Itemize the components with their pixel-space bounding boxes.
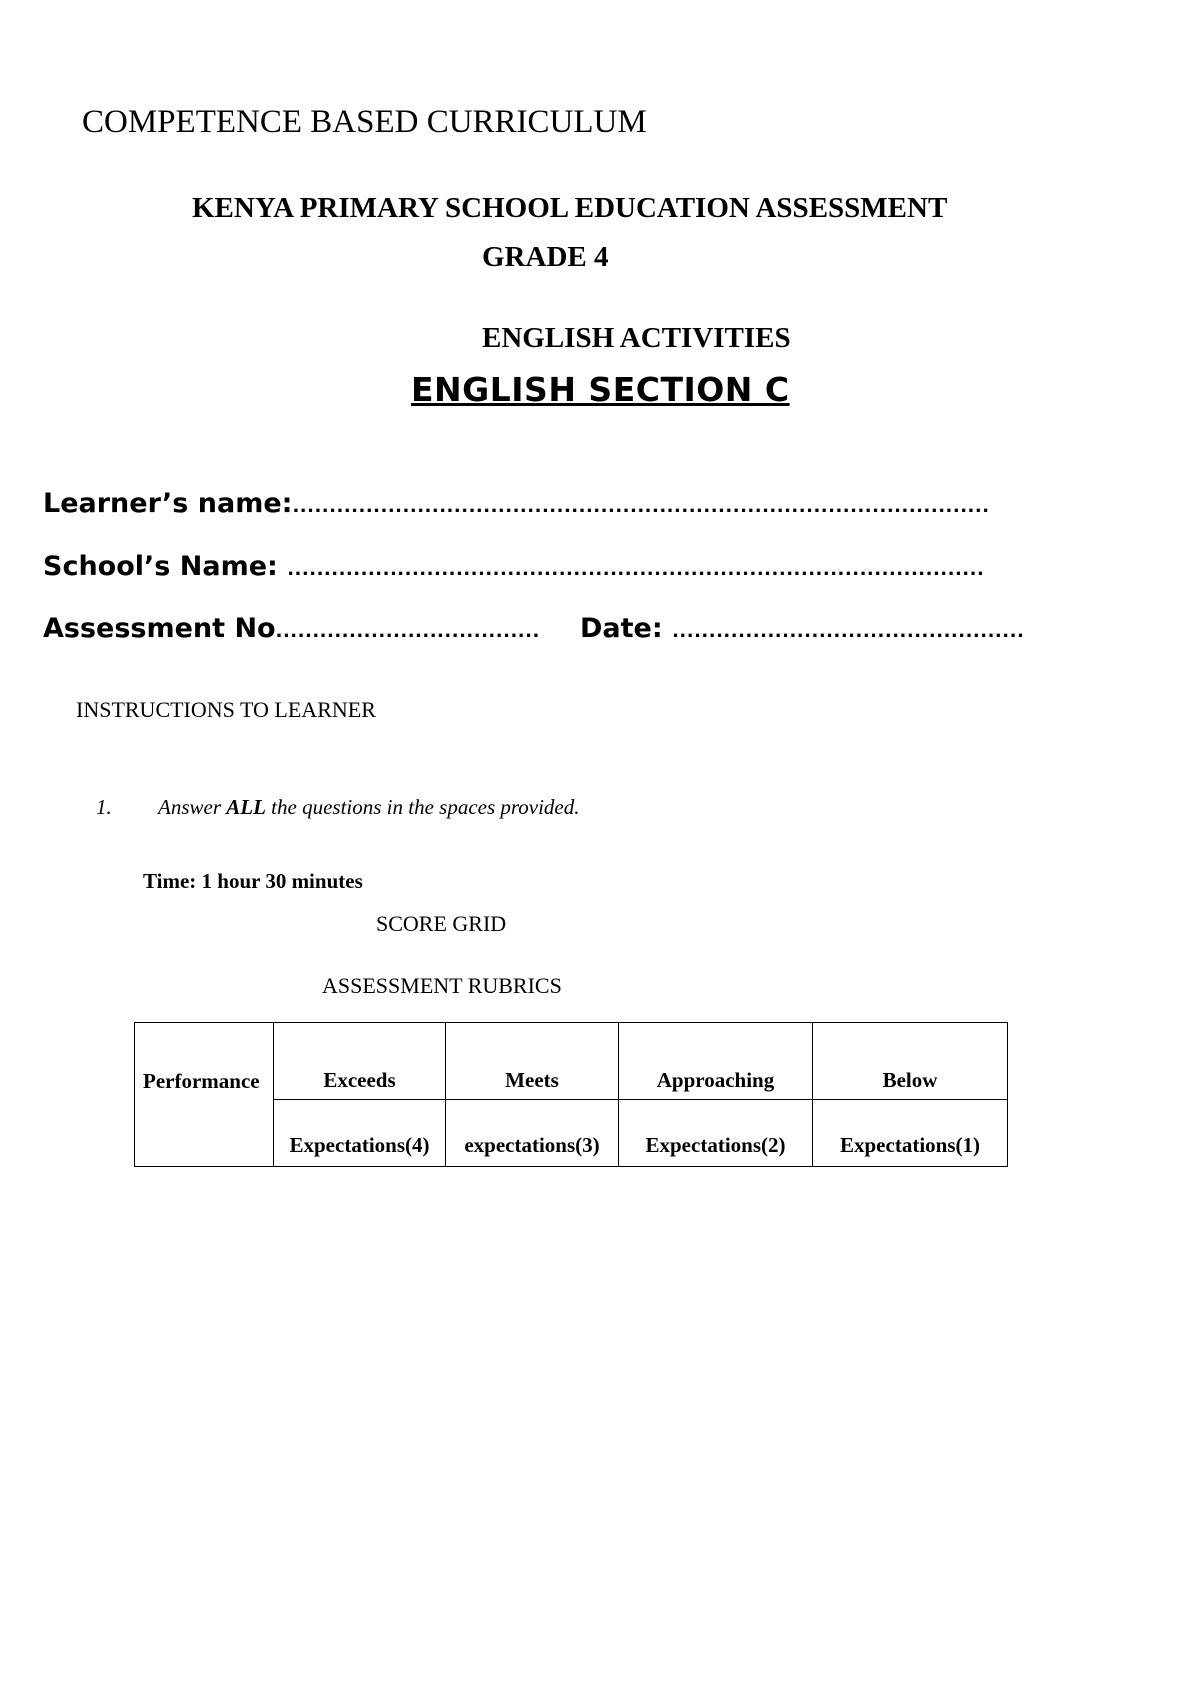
instruction-text-post: the questions in the spaces provided. [265, 795, 580, 819]
grade-label: GRADE 4 [482, 241, 609, 273]
school-name-field[interactable] [43, 551, 984, 582]
rubric-cell-below: Below [813, 1023, 1008, 1100]
rubric-cell-approaching-score[interactable]: Expectations(2) [619, 1100, 813, 1167]
rubric-cell-empty[interactable] [135, 1100, 274, 1167]
rubric-cell-below-score[interactable]: Expectations(1) [813, 1100, 1008, 1167]
rubric-header-row [135, 1023, 1008, 1100]
rubric-cell-performance: Performance [135, 1023, 274, 1100]
subject-title: ENGLISH ACTIVITIES [482, 322, 791, 354]
date-field[interactable] [580, 613, 1024, 644]
rubric-cell-meets: Meets [446, 1023, 619, 1100]
rubric-cell-approaching: Approaching [619, 1023, 813, 1100]
date-dots: ................................................ [672, 621, 1025, 642]
rubric-table [134, 1022, 1008, 1167]
rubric-score-row [135, 1100, 1008, 1167]
instructions-heading: INSTRUCTIONS TO LEARNER [76, 697, 376, 722]
instruction-number: 1. [96, 795, 112, 819]
curriculum-title: COMPETENCE BASED CURRICULUM [82, 104, 647, 140]
instruction-emphasis: ALL [226, 795, 266, 819]
assessment-number-label: Assessment No [43, 613, 276, 644]
rubric-cell-meets-score[interactable]: expectations(3) [446, 1100, 619, 1167]
learner-name-field[interactable] [43, 488, 990, 519]
assessment-rubrics-title: ASSESSMENT RUBRICS [322, 973, 562, 998]
school-name-label: School’s Name: [43, 551, 288, 582]
time-allowed: Time: 1 hour 30 minutes [143, 869, 363, 893]
rubric-cell-exceeds: Exceeds [274, 1023, 446, 1100]
instruction-item [96, 795, 580, 820]
score-grid-title: SCORE GRID [376, 911, 507, 936]
instruction-text-pre: Answer [158, 795, 227, 819]
rubric-cell-exceeds-score[interactable]: Expectations(4) [274, 1100, 446, 1167]
assessment-title: KENYA PRIMARY SCHOOL EDUCATION ASSESSMENT [192, 192, 948, 224]
date-label: Date: [580, 613, 673, 644]
learner-name-dots: ............................................................................................... [292, 496, 990, 517]
assessment-number-dots: .................................... [275, 621, 540, 642]
school-name-dots: ............................................................................................... [287, 559, 985, 580]
section-title: ENGLISH SECTION C [411, 370, 790, 409]
learner-name-label: Learner’s name: [43, 488, 293, 519]
assessment-number-field[interactable] [43, 613, 540, 644]
